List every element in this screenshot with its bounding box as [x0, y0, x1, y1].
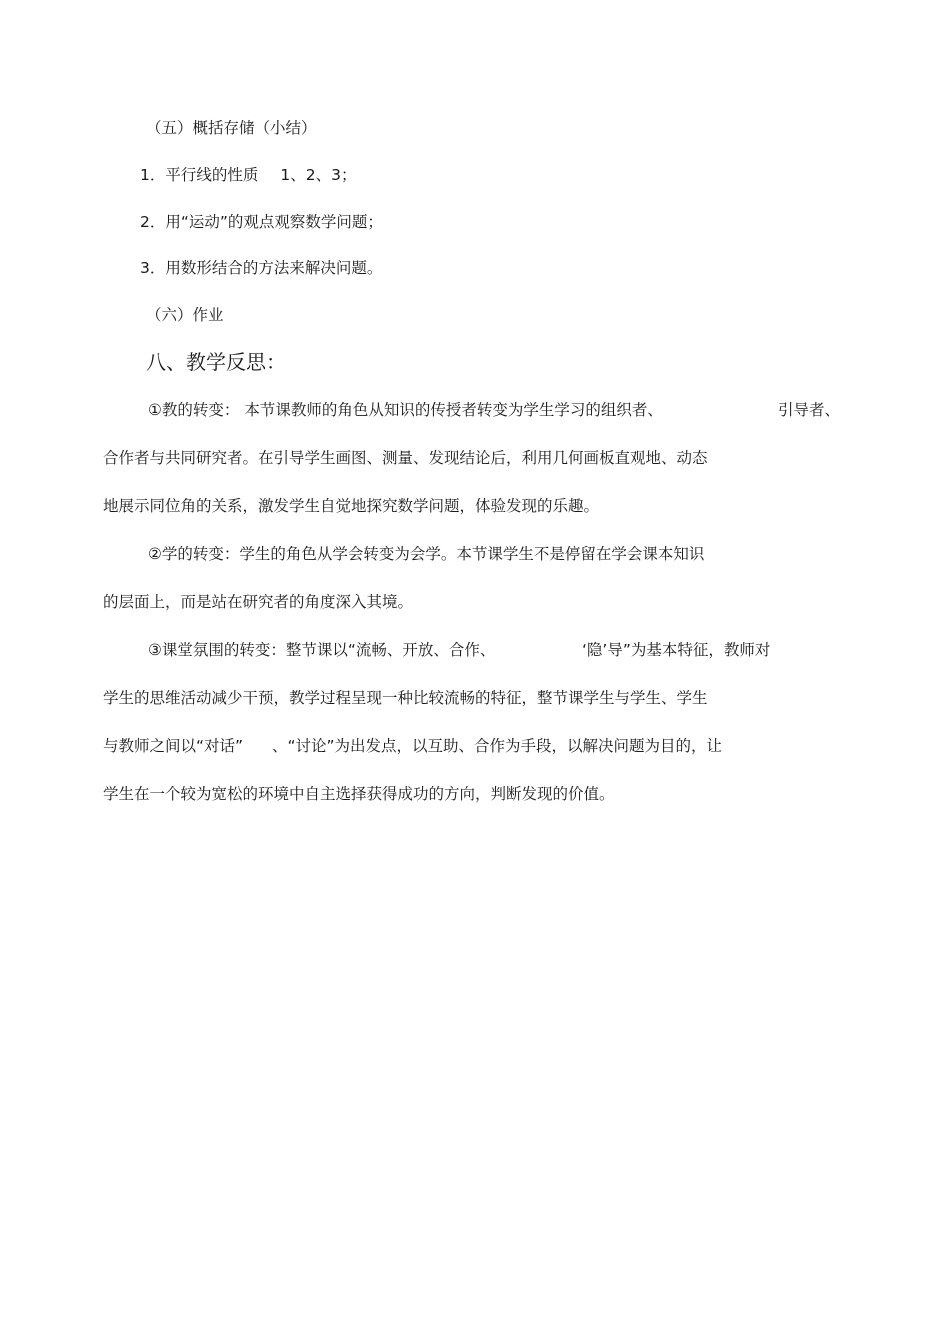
reflection-p2-line2: 的层面上，而是站在研究者的角度深入其境。 — [103, 593, 414, 611]
summary-item-3: 3．用数形结合的方法来解决问题。 — [140, 259, 383, 277]
reflection-p3-line1a: ③课堂氛围的转变：整节课以“流畅、开放、合作、 — [148, 641, 496, 659]
homework-heading: （六）作业 — [146, 306, 224, 324]
reflection-p1-line3: 地展示同位角的关系，激发学生自觉地探究数学问题，体验发现的乐趣。 — [103, 497, 600, 515]
reflection-p1-line1b: 引导者、 — [778, 401, 841, 419]
reflection-p3-line3b: 、“讨论”为出发点，以互助、合作为手段，以解决问题为目的，让 — [272, 737, 723, 755]
summary-heading: （五）概括存储（小结） — [146, 119, 317, 137]
reflection-p3-line1b: ‘隐’导”为基本特征，教师对 — [582, 641, 771, 659]
reflection-heading: 八、教学反思： — [146, 350, 286, 374]
summary-item-1-extra: 1、2、3； — [280, 166, 357, 184]
summary-item-1 — [140, 165, 356, 185]
reflection-p1-line1a: ①教的转变： 本节课教师的角色从知识的传授者转变为学生学习的组织者、 — [148, 401, 663, 419]
reflection-p1-line2: 合作者与共同研究者。在引导学生画图、测量、发现结论后，利用几何画板直观地、动态 — [103, 449, 708, 467]
reflection-p3-line4: 学生在一个较为宽松的环境中自主选择获得成功的方向，判断发现的价值。 — [103, 785, 615, 803]
reflection-p3-line3a: 与教师之间以“对话” — [103, 737, 244, 755]
summary-item-1-text: 1．平行线的性质 — [140, 166, 259, 184]
summary-item-2: 2．用“运动”的观点观察数学问题； — [140, 213, 383, 231]
reflection-p2-line1: ②学的转变：学生的角色从学会转变为会学。本节课学生不是停留在学会课本知识 — [148, 545, 705, 563]
reflection-p3-line2: 学生的思维活动减少干预，教学过程呈现一种比较流畅的特征，整节课学生与学生、学生 — [103, 689, 708, 707]
